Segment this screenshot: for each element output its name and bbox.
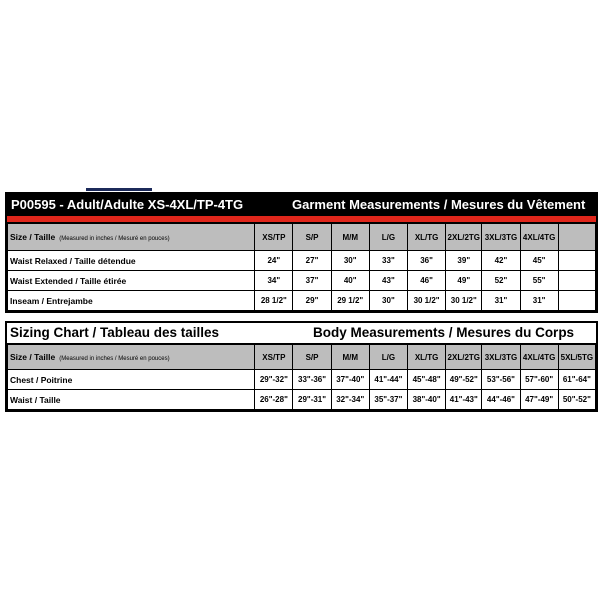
product-title: P00595 - Adult/Adulte XS-4XL/TP-4TG: [11, 197, 244, 212]
value-cell: 52": [482, 271, 520, 291]
value-cell: 45"-48": [408, 370, 446, 390]
garment-size-row: [8, 224, 596, 251]
garment-section-title: Garment Measurements / Mesures du Vêtement: [292, 197, 586, 212]
size-label: Size / Taille: [10, 352, 56, 362]
garment-measurements-table: [5, 192, 598, 313]
body-size-row: [8, 345, 596, 370]
size-label: Size / Taille: [10, 232, 56, 242]
value-cell: 30": [331, 251, 369, 271]
garment-grid: [7, 223, 596, 311]
value-cell: 29"-31": [293, 390, 331, 410]
size-cell: M/M: [331, 224, 369, 251]
value-cell: 37"-40": [331, 370, 369, 390]
garment-header: [7, 194, 596, 216]
value-cell: 50"-52": [558, 390, 595, 410]
value-cell: 57"-60": [520, 370, 558, 390]
size-cell: 3XL/3TG: [482, 224, 520, 251]
value-cell: 31": [520, 291, 558, 311]
body-measurements-table: [5, 321, 598, 412]
body-grid: [7, 344, 596, 410]
size-cell: 2XL/2TG: [446, 345, 482, 370]
value-cell: 31": [482, 291, 520, 311]
table-row: [8, 370, 596, 390]
value-cell: 29": [293, 291, 331, 311]
value-cell: 30 1/2": [446, 291, 482, 311]
size-cell: L/G: [369, 345, 407, 370]
row-label: Inseam / Entrejambe: [8, 291, 255, 311]
value-cell: [558, 271, 595, 291]
value-cell: 47"-49": [520, 390, 558, 410]
size-cell: 5XL/5TG: [558, 345, 595, 370]
value-cell: 41"-43": [446, 390, 482, 410]
value-cell: 29"-32": [255, 370, 293, 390]
value-cell: 34": [255, 271, 293, 291]
value-cell: 53"-56": [482, 370, 520, 390]
value-cell: 49": [446, 271, 482, 291]
size-cell: XS/TP: [255, 345, 293, 370]
table-row: [8, 390, 596, 410]
value-cell: 35"-37": [369, 390, 407, 410]
size-cell: S/P: [293, 345, 331, 370]
row-label: Waist Relaxed / Taille détendue: [8, 251, 255, 271]
table-row: [8, 291, 596, 311]
value-cell: 28 1/2": [255, 291, 293, 311]
value-cell: 39": [446, 251, 482, 271]
value-cell: [558, 291, 595, 311]
size-cell: 3XL/3TG: [482, 345, 520, 370]
value-cell: 32"-34": [331, 390, 369, 410]
size-cell: XL/TG: [408, 345, 446, 370]
size-cell: XL/TG: [408, 224, 446, 251]
value-cell: 46": [408, 271, 446, 291]
measure-note: (Measured in inches / Mesuré en pouces): [59, 356, 170, 362]
size-label-cell: [8, 224, 255, 251]
size-cell: 2XL/2TG: [446, 224, 482, 251]
size-cell: M/M: [331, 345, 369, 370]
value-cell: 49"-52": [446, 370, 482, 390]
value-cell: 33": [369, 251, 407, 271]
table-row: [8, 271, 596, 291]
size-cell: [558, 224, 595, 251]
body-section-title: Body Measurements / Mesures du Corps: [313, 325, 575, 340]
size-cell: 4XL/4TG: [520, 345, 558, 370]
measure-note: (Measured in inches / Mesuré en pouces): [59, 236, 170, 242]
value-cell: 41"-44": [369, 370, 407, 390]
row-label: Waist / Taille: [8, 390, 255, 410]
body-header: [7, 323, 596, 344]
value-cell: 33"-36": [293, 370, 331, 390]
size-cell: S/P: [293, 224, 331, 251]
sizing-chart-title: Sizing Chart / Tableau des tailles: [10, 325, 220, 340]
size-cell: XS/TP: [255, 224, 293, 251]
value-cell: 24": [255, 251, 293, 271]
value-cell: 43": [369, 271, 407, 291]
value-cell: 55": [520, 271, 558, 291]
value-cell: 42": [482, 251, 520, 271]
value-cell: 30": [369, 291, 407, 311]
value-cell: 26"-28": [255, 390, 293, 410]
red-divider: [7, 216, 596, 223]
value-cell: 27": [293, 251, 331, 271]
value-cell: 40": [331, 271, 369, 291]
value-cell: 30 1/2": [408, 291, 446, 311]
value-cell: 45": [520, 251, 558, 271]
value-cell: 44"-46": [482, 390, 520, 410]
value-cell: 29 1/2": [331, 291, 369, 311]
size-label-cell: [8, 345, 255, 370]
row-label: Chest / Poitrine: [8, 370, 255, 390]
size-cell: 4XL/4TG: [520, 224, 558, 251]
table-row: [8, 251, 596, 271]
value-cell: [558, 251, 595, 271]
size-cell: L/G: [369, 224, 407, 251]
value-cell: 61"-64": [558, 370, 595, 390]
top-accent-bar: [86, 188, 152, 191]
row-label: Waist Extended / Taille étirée: [8, 271, 255, 291]
value-cell: 36": [408, 251, 446, 271]
value-cell: 37": [293, 271, 331, 291]
value-cell: 38"-40": [408, 390, 446, 410]
